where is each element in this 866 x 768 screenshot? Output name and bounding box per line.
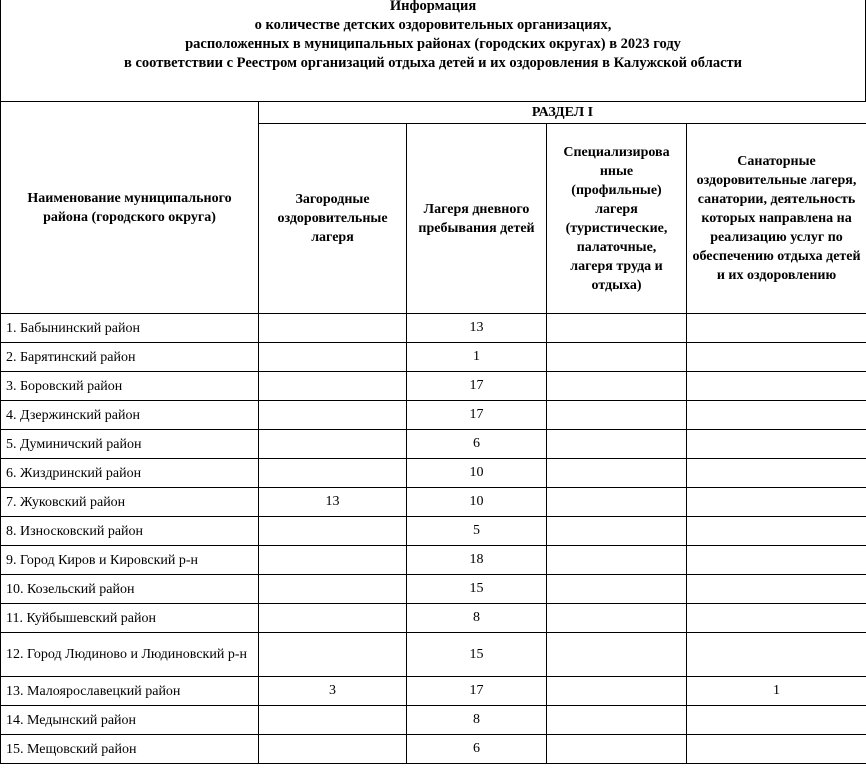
day-camps-cell: 5 xyxy=(407,517,547,546)
district-name-cell: 5. Думиничский район xyxy=(1,430,259,459)
district-name-cell: 3. Боровский район xyxy=(1,372,259,401)
day-camps-cell: 8 xyxy=(407,604,547,633)
day-camps-cell: 10 xyxy=(407,459,547,488)
sanatorium-camps-cell xyxy=(687,706,866,735)
country-camps-cell xyxy=(259,517,407,546)
country-camps-cell: 3 xyxy=(259,677,407,706)
district-name-cell: 4. Дзержинский район xyxy=(1,401,259,430)
specialized-camps-cell xyxy=(547,604,687,633)
table-row xyxy=(1,604,866,633)
table-row xyxy=(1,517,866,546)
specialized-camps-cell xyxy=(547,488,687,517)
header-municipality: Наименование муниципального района (городского округа) xyxy=(1,102,259,314)
day-camps-cell: 8 xyxy=(407,706,547,735)
day-camps-cell: 18 xyxy=(407,546,547,575)
country-camps-cell xyxy=(259,372,407,401)
table-row xyxy=(1,314,866,343)
sanatorium-camps-cell xyxy=(687,343,866,372)
document-title xyxy=(0,0,866,101)
specialized-camps-cell xyxy=(547,706,687,735)
day-camps-cell: 15 xyxy=(407,575,547,604)
district-name-cell: 14. Медынский район xyxy=(1,706,259,735)
district-name-cell: 9. Город Киров и Кировский р-н xyxy=(1,546,259,575)
title-line-2: о количестве детских оздоровительных организациях, xyxy=(254,17,612,33)
sanatorium-camps-cell xyxy=(687,430,866,459)
sanatorium-camps-cell xyxy=(687,372,866,401)
district-name-cell: 12. Город Людиново и Людиновский р-н xyxy=(1,633,259,677)
country-camps-cell xyxy=(259,401,407,430)
sanatorium-camps-cell xyxy=(687,488,866,517)
country-camps-cell xyxy=(259,735,407,764)
table-row xyxy=(1,546,866,575)
specialized-camps-cell xyxy=(547,735,687,764)
specialized-camps-cell xyxy=(547,633,687,677)
district-name-cell: 8. Износковский район xyxy=(1,517,259,546)
country-camps-cell xyxy=(259,343,407,372)
country-camps-cell xyxy=(259,459,407,488)
sanatorium-camps-cell xyxy=(687,401,866,430)
sanatorium-camps-cell xyxy=(687,546,866,575)
table-row xyxy=(1,459,866,488)
day-camps-cell: 1 xyxy=(407,343,547,372)
specialized-camps-cell xyxy=(547,575,687,604)
table-row xyxy=(1,677,866,706)
title-line-4: в соответствии с Реестром организаций отдыха детей и их оздоровления в Калужской области xyxy=(124,55,742,71)
table-row xyxy=(1,488,866,517)
day-camps-cell: 15 xyxy=(407,633,547,677)
table-row xyxy=(1,372,866,401)
specialized-camps-cell xyxy=(547,459,687,488)
specialized-camps-cell xyxy=(547,546,687,575)
country-camps-cell xyxy=(259,633,407,677)
camps-table xyxy=(0,101,866,764)
day-camps-cell: 10 xyxy=(407,488,547,517)
day-camps-cell: 17 xyxy=(407,372,547,401)
title-line-3: расположенных в муниципальных районах (городских округах) в 2023 году xyxy=(185,36,681,52)
day-camps-cell: 17 xyxy=(407,401,547,430)
district-name-cell: 1. Бабынинский район xyxy=(1,314,259,343)
country-camps-cell: 13 xyxy=(259,488,407,517)
header-day-camps: Лагеря дневного пребывания детей xyxy=(407,124,547,314)
table-row xyxy=(1,430,866,459)
day-camps-cell: 6 xyxy=(407,735,547,764)
header-country-camps: Загородные оздоровительные лагеря xyxy=(259,124,407,314)
sanatorium-camps-cell xyxy=(687,575,866,604)
day-camps-cell: 6 xyxy=(407,430,547,459)
table-row xyxy=(1,633,866,677)
table-row xyxy=(1,343,866,372)
country-camps-cell xyxy=(259,706,407,735)
district-name-cell: 10. Козельский район xyxy=(1,575,259,604)
header-section: РАЗДЕЛ I xyxy=(259,102,866,124)
header-specialized-camps: Специализирова нные (профильные) лагеря (туристические, палаточные, лагеря труда и отдыха) xyxy=(547,124,687,314)
specialized-camps-cell xyxy=(547,677,687,706)
district-name-cell: 6. Жиздринский район xyxy=(1,459,259,488)
district-name-cell: 2. Барятинский район xyxy=(1,343,259,372)
table-row xyxy=(1,401,866,430)
title-line-1: Информация xyxy=(389,0,477,14)
country-camps-cell xyxy=(259,546,407,575)
header-sanatorium-camps: Санаторные оздоровительные лагеря, санатории, деятельность которых направлена на реализацию услуг по обеспечению отдыха детей и их оздоровлению xyxy=(687,124,866,314)
sanatorium-camps-cell xyxy=(687,633,866,677)
sanatorium-camps-cell xyxy=(687,314,866,343)
day-camps-cell: 13 xyxy=(407,314,547,343)
specialized-camps-cell xyxy=(547,517,687,546)
district-name-cell: 13. Малоярославецкий район xyxy=(1,677,259,706)
district-name-cell: 15. Мещовский район xyxy=(1,735,259,764)
sanatorium-camps-cell xyxy=(687,517,866,546)
specialized-camps-cell xyxy=(547,343,687,372)
district-name-cell: 7. Жуковский район xyxy=(1,488,259,517)
country-camps-cell xyxy=(259,604,407,633)
country-camps-cell xyxy=(259,430,407,459)
specialized-camps-cell xyxy=(547,401,687,430)
specialized-camps-cell xyxy=(547,372,687,401)
table-row xyxy=(1,575,866,604)
sanatorium-camps-cell: 1 xyxy=(687,677,866,706)
table-row xyxy=(1,735,866,764)
table-row xyxy=(1,706,866,735)
sanatorium-camps-cell xyxy=(687,735,866,764)
table-body xyxy=(1,314,866,764)
specialized-camps-cell xyxy=(547,430,687,459)
sanatorium-camps-cell xyxy=(687,459,866,488)
country-camps-cell xyxy=(259,575,407,604)
district-name-cell: 11. Куйбышевский район xyxy=(1,604,259,633)
day-camps-cell: 17 xyxy=(407,677,547,706)
specialized-camps-cell xyxy=(547,314,687,343)
sanatorium-camps-cell xyxy=(687,604,866,633)
country-camps-cell xyxy=(259,314,407,343)
